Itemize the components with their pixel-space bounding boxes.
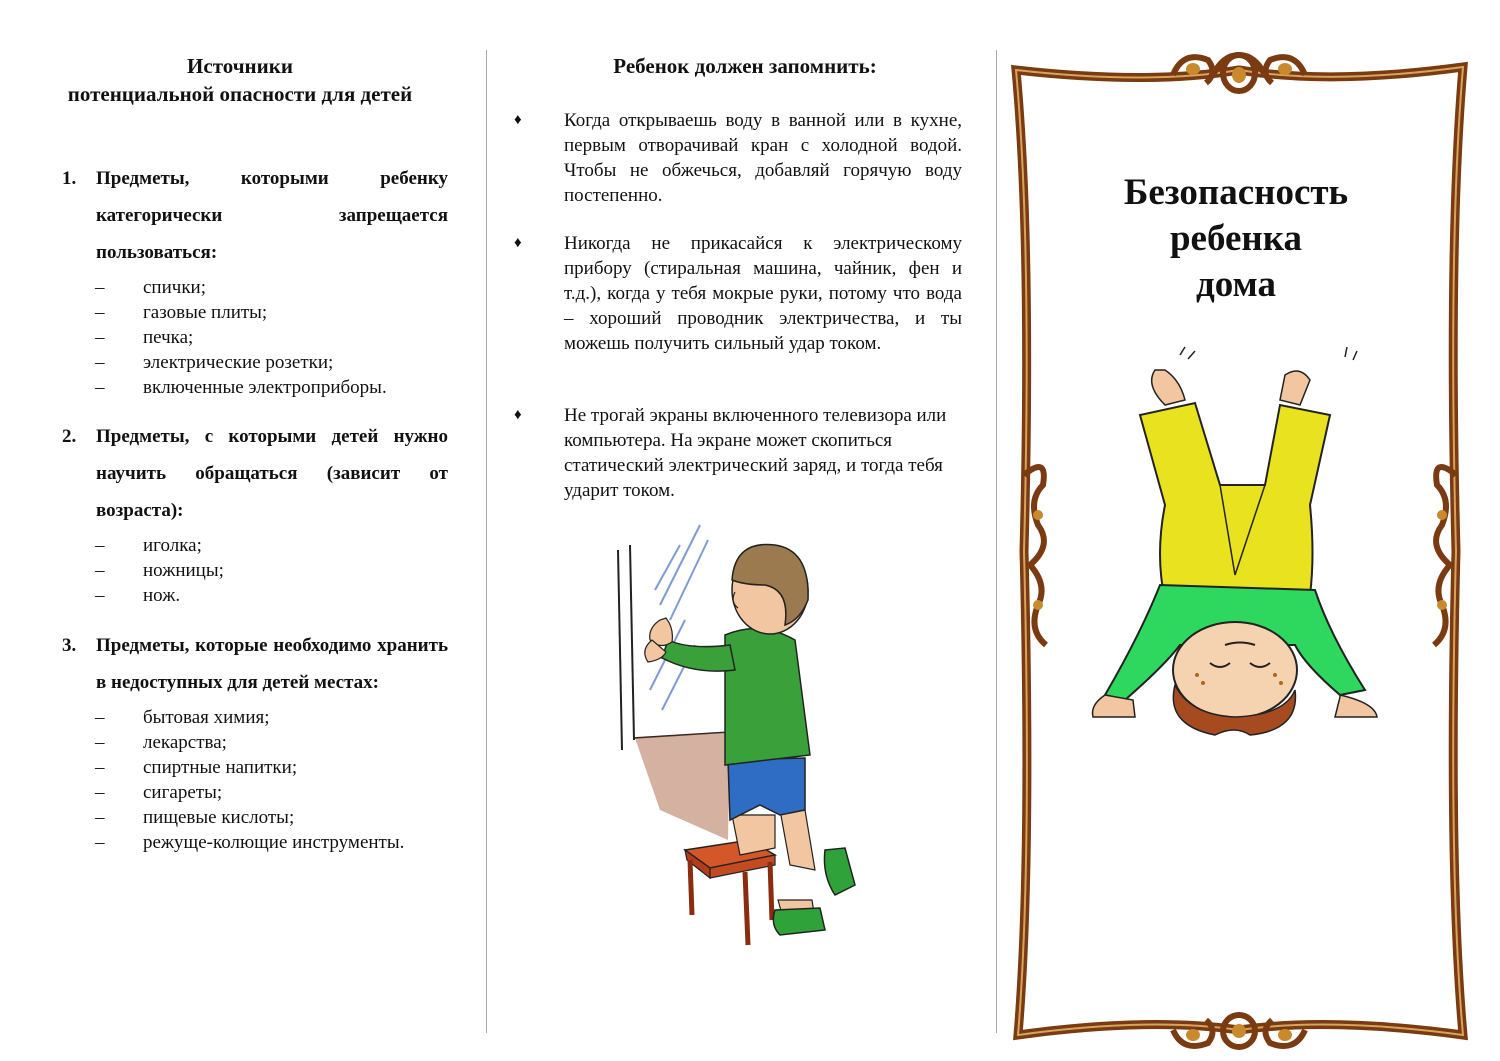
list-item (62, 705, 448, 730)
list-item-text: печка; (143, 327, 194, 348)
dash-marker: – (95, 585, 105, 606)
section-heading (62, 160, 448, 271)
dash-marker: – (95, 732, 105, 753)
section-heading-text: Предметы, которые необходимо хранить в недоступных для детей местах: (96, 635, 448, 693)
dash-marker: – (95, 535, 105, 556)
dash-marker: – (95, 327, 105, 348)
dash-marker: – (95, 707, 105, 728)
section-heading-text: Предметы, которыми ребенку категорически запрещается пользоваться: (96, 168, 448, 263)
cover-title-line1: Безопасность (1123, 172, 1349, 213)
left-title-line2: потенциальной опасности для детей (67, 82, 413, 106)
dash-marker: – (95, 352, 105, 373)
section-heading (62, 627, 448, 701)
list-item (62, 583, 448, 608)
hazard-section-1 (62, 160, 448, 400)
list-item-text: газовые плиты; (143, 302, 268, 323)
list-item-text: иголка; (143, 535, 202, 556)
left-title-line1: Источники (187, 54, 293, 78)
diamond-bullet-icon: ♦ (514, 407, 522, 423)
dash-marker: – (95, 377, 105, 398)
hazard-list (62, 705, 448, 855)
list-item-text: режуще-колющие инструменты. (143, 832, 405, 853)
list-item (62, 558, 448, 583)
dash-marker: – (95, 302, 105, 323)
list-item (62, 755, 448, 780)
rule-text: Никогда не прикасайся к электрическому прибору (стиральная машина, чайник, фен и т.д.), когда у тебя мокрые руки, потому что вода – хороший проводник электричества, и ты можешь получить сильный удар током. (564, 233, 962, 354)
list-item-text: электрические розетки; (143, 352, 334, 373)
dash-marker: – (95, 277, 105, 298)
list-item (62, 533, 448, 558)
safety-rule-1 (510, 108, 962, 208)
diamond-bullet-icon: ♦ (514, 235, 522, 251)
hazard-list (62, 533, 448, 608)
section-number: 1. (62, 168, 77, 189)
list-item-text: пищевые кислоты; (143, 807, 295, 828)
column-divider-left (486, 50, 487, 1033)
dash-marker: – (95, 782, 105, 803)
list-item (62, 350, 448, 375)
list-item (62, 375, 448, 400)
dash-marker: – (95, 560, 105, 581)
list-item (62, 780, 448, 805)
list-item-text: включенные электроприборы. (143, 377, 387, 398)
section-heading-text: Предметы, с которыми детей нужно научить обращаться (зависит от возраста): (96, 426, 448, 521)
diamond-bullet-icon: ♦ (514, 112, 522, 128)
list-item-text: лекарства; (143, 732, 227, 753)
section-number: 2. (62, 426, 77, 447)
hazard-section-2 (62, 418, 448, 608)
dash-marker: – (95, 832, 105, 853)
list-item (62, 730, 448, 755)
cover-title-line3: дома (1196, 264, 1276, 305)
list-item (62, 830, 448, 855)
list-item (62, 805, 448, 830)
left-panel-title (20, 52, 460, 108)
child-handstand-icon (1085, 345, 1385, 740)
list-item-text: спиртные напитки; (143, 757, 298, 778)
cover-title (1060, 170, 1412, 308)
list-item-text: сигареты; (143, 782, 223, 803)
boy-touching-window-icon (600, 510, 870, 955)
list-item-text: бытовая химия; (143, 707, 270, 728)
section-heading (62, 418, 448, 529)
list-item-text: ножницы; (143, 560, 224, 581)
hazard-list (62, 275, 448, 400)
safety-rule-3 (510, 403, 974, 503)
rule-text: Не трогай экраны включенного телевизора или компьютера. На экране может скопиться статический электрический заряд, и тогда тебя ударит током. (564, 405, 947, 501)
hazard-section-3 (62, 627, 448, 855)
list-item-text: нож. (143, 585, 181, 606)
safety-rule-2 (510, 231, 962, 356)
list-item (62, 325, 448, 350)
dash-marker: – (95, 807, 105, 828)
cover-title-line2: ребенка (1169, 218, 1302, 259)
dash-marker: – (95, 757, 105, 778)
section-number: 3. (62, 635, 77, 656)
list-item-text: спички; (143, 277, 207, 298)
list-item (62, 300, 448, 325)
column-divider-right (996, 50, 997, 1033)
rule-text: Когда открываешь воду в ванной или в кухне, первым отворачивай кран с холодной водой. Чтобы не обжечься, добавляй горячую воду постепенно. (564, 110, 962, 206)
middle-panel-title: Ребенок должен запомнить: (613, 54, 877, 78)
list-item (62, 275, 448, 300)
